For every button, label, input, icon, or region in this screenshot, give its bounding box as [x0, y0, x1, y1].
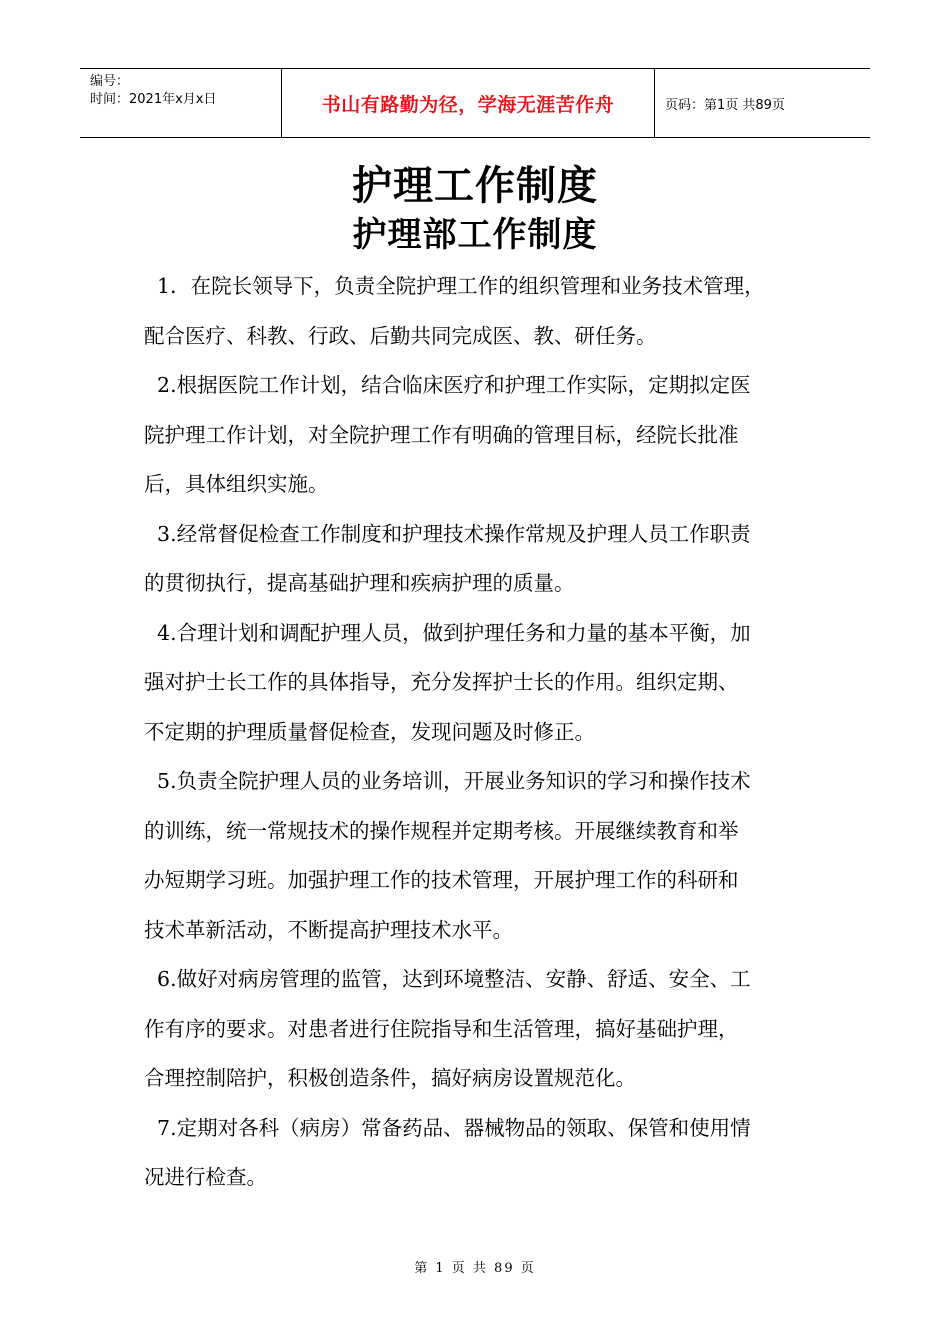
body-text — [144, 262, 814, 1203]
text-line: 2.根据医院工作计划，结合临床医疗和护理工作实际，定期拟定医 — [144, 373, 751, 397]
header-page-info: 页码：第1页 共89页 — [665, 97, 785, 113]
text-line: 1．在院长领导下，负责全院护理工作的组织管理和业务技术管理， — [144, 274, 765, 298]
text-line: 办短期学习班。加强护理工作的技术管理，开展护理工作的科研和 — [144, 868, 739, 892]
text-line: 作有序的要求。对患者进行住院指导和生活管理，搞好基础护理， — [144, 1016, 739, 1041]
text-line: 的贯彻执行，提高基础护理和疾病护理的质量。 — [144, 571, 575, 595]
text-line: 技术革新活动，不断提高护理技术水平。 — [144, 917, 513, 942]
document-title: 护理工作制度 — [352, 163, 598, 209]
text-line: 配合医疗、科教、行政、后勤共同完成医、教、研任务。 — [144, 323, 657, 348]
page-footer: 第 1 页 共 89 页 — [414, 1261, 536, 1276]
document-header — [80, 68, 870, 138]
code-label: 编号： — [90, 74, 130, 89]
document-subtitle: 护理部工作制度 — [352, 215, 598, 255]
text-line: 3.经常督促检查工作制度和护理技术操作常规及护理人员工作职责 — [144, 521, 751, 546]
text-line: 院护理工作计划，对全院护理工作有明确的管理目标，经院长批准 — [144, 422, 739, 447]
header-motto: 书山有路勤为径，学海无涯苦作舟 — [282, 69, 655, 137]
text-line: 7.定期对各科（病房）常备药品、器械物品的领取、保管和使用情 — [144, 1115, 751, 1140]
text-line: 强对护士长工作的具体指导，充分发挥护士长的作用。组织定期、 — [144, 670, 739, 694]
text-line: 5.负责全院护理人员的业务培训，开展业务知识的学习和操作技术 — [144, 769, 751, 793]
text-line: 6.做好对病房管理的监管，达到环境整洁、安静、舒适、安全、工 — [144, 967, 751, 991]
text-line: 的训练，统一常规技术的操作规程并定期考核。开展继续教育和举 — [144, 818, 739, 843]
text-line: 况进行检查。 — [144, 1165, 267, 1189]
text-line: 4.合理计划和调配护理人员，做到护理任务和力量的基本平衡，加 — [144, 620, 751, 645]
text-line: 合理控制陪护，积极创造条件，搞好病房设置规范化。 — [144, 1066, 636, 1090]
text-line: 不定期的护理质量督促检查，发现问题及时修正。 — [144, 719, 595, 744]
text-line: 后，具体组织实施。 — [144, 472, 329, 496]
time-label: 时间：2021年x月x日 — [90, 92, 217, 107]
header-meta — [80, 69, 282, 137]
